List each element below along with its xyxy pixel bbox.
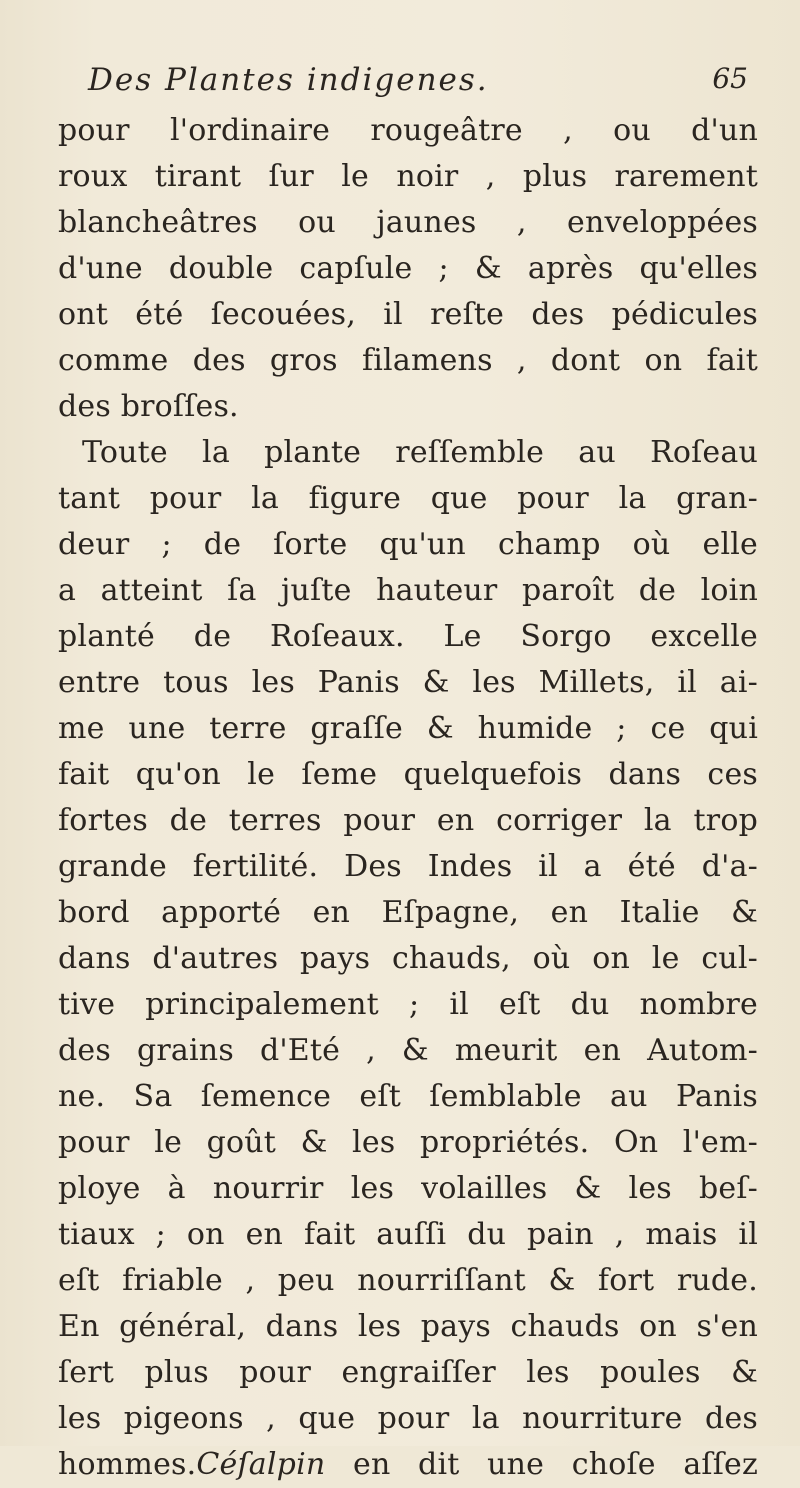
text-line: des grains d'Eté , & meurit en Autom-: [58, 1033, 758, 1068]
text-line: les pigeons , que pour la nourriture des: [58, 1401, 758, 1436]
text-line: planté de Roſeaux. Le Sorgo excelle: [58, 619, 758, 654]
text-line: me une terre graſſe & humide ; ce qui: [58, 711, 758, 746]
text-line: En général, dans les pays chauds on s'en: [58, 1309, 758, 1344]
last-line-start: hommes.: [58, 1447, 197, 1482]
text-line: des broſſes.: [58, 389, 239, 424]
text-line: comme des gros filamens , dont on fait: [58, 343, 758, 378]
text-line: fait qu'on le ſeme quelquefois dans ces: [58, 757, 758, 792]
text-line: deur ; de ſorte qu'un champ où elle: [58, 527, 758, 562]
text-line: pour le goût & les propriétés. On l'em-: [58, 1125, 758, 1160]
last-text-line: [58, 1442, 758, 1488]
text-line: tant pour la figure que pour la gran-: [58, 481, 758, 516]
running-title: Des Plantes indigenes.: [88, 62, 489, 98]
italic-author-name: Céſalpin: [196, 1447, 326, 1482]
text-line: ont été ſecouées, il reſte des pédicules: [58, 297, 758, 332]
text-line: ploye à nourrir les volailles & les beſ-: [58, 1171, 758, 1206]
text-line: eſt friable , peu nourriſſant & fort rude.: [58, 1263, 758, 1298]
body-text: [58, 108, 758, 1488]
text-line: roux tirant ſur le noir , plus rarement: [58, 159, 758, 194]
text-line: a atteint ſa juſte hauteur paroît de loin: [58, 573, 758, 608]
text-line: ne. Sa ſemence eſt ſemblable au Panis: [58, 1079, 758, 1114]
page-number: 65: [712, 62, 748, 95]
page-header: [88, 62, 748, 102]
text-line: fortes de terres pour en corriger la trop: [58, 803, 758, 838]
text-line: entre tous les Panis & les Millets, il ai-: [58, 665, 758, 700]
text-line: ſert plus pour engraiſſer les poules &: [58, 1355, 758, 1390]
text-line: d'une double capſule ; & après qu'elles: [58, 251, 758, 286]
text-line: bord apporté en Eſpagne, en Italie &: [58, 895, 758, 930]
text-line: grande fertilité. Des Indes il a été d'a-: [58, 849, 758, 884]
last-line-end: en dit une choſe aſſez: [325, 1447, 758, 1482]
paragraph-start-line: Toute la plante reſſemble au Roſeau: [82, 435, 758, 470]
text-line: dans d'autres pays chauds, où on le cul-: [58, 941, 758, 976]
text-line: tiaux ; on en fait auſſi du pain , mais il: [58, 1217, 758, 1252]
text-line: pour l'ordinaire rougeâtre , ou d'un: [58, 113, 758, 148]
text-line: blancheâtres ou jaunes , enveloppées: [58, 205, 758, 240]
text-line: tive principalement ; il eſt du nombre: [58, 987, 758, 1022]
